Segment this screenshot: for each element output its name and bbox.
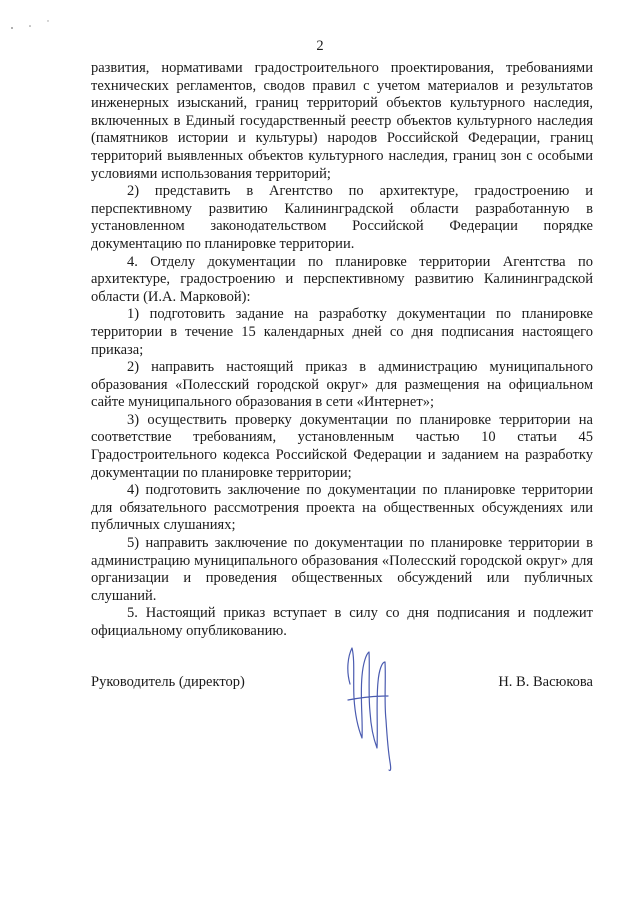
document-body [91,60,593,641]
handwritten-signature [336,640,408,780]
signer-name: Н. В. Васюкова [498,674,593,690]
paragraph-item-3-2: 2) представить в Агентство по архитектуре, градостроению и перспективному развитию Калининградской области разработанную в установленном законодательством Российской Федерации порядке документацию по планировке территории. [91,183,593,252]
signer-title: Руководитель (директор) [91,674,245,690]
paragraph-item-4-4: 4) подготовить заключение по документации по планировке территории для обязательного рассмотрения проекта на общественных обсуждениях или публичных слушаниях; [91,482,593,534]
paragraph-item-4-5: 5) направить заключение по документации по планировке территории в администрацию муниципального образования «Полесский городской округ» для организации и проведения общественных обсуждений или публичных слушаний. [91,535,593,604]
page-number: 2 [316,38,324,54]
scan-speck-marks [8,18,68,32]
paragraph-section-5: 5. Настоящий приказ вступает в силу со дня подписания и подлежит официальному опубликованию. [91,605,593,639]
paragraph-continuation: развития, нормативами градостроительного проектирования, требованиями технических регламентов, сводов правил с учетом материалов и результатов инженерных изысканий, границ территорий объектов культурного наследия, включенных в Единый государственный реестр объектов культурного наследия (памятников истории и культуры) народов Российской Федерации, границ территорий выявленных объектов культурного наследия, границ зон с особыми условиями использования территорий; [91,60,593,182]
paragraph-item-4-1: 1) подготовить задание на разработку документации по планировке территории в течение 15 календарных дней со дня подписания настоящего приказа; [91,306,593,358]
paragraph-item-4-2: 2) направить настоящий приказ в администрацию муниципального образования «Полесский городской округ» для размещения на официальном сайте муниципального образования в сети «Интернет»; [91,359,593,411]
paragraph-item-4-3: 3) осуществить проверку документации по планировке территории на соответствие требованиям, установленным частью 10 статьи 45 Градостроительного кодекса Российской Федерации и заданием на разработку документации по планировке территории; [91,411,593,481]
paragraph-section-4: 4. Отделу документации по планировке территории Агентства по архитектуре, градостроению и перспективному развитию Калининградской области (И.А. Марковой): [91,253,593,305]
